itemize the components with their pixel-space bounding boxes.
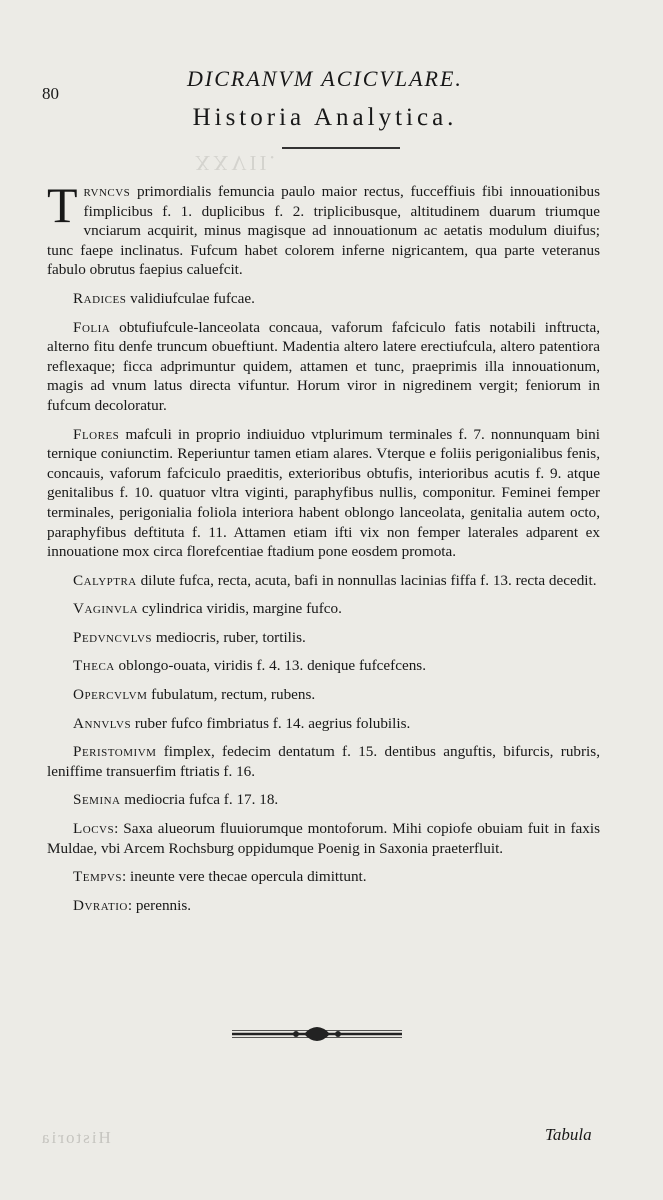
paragraph-duratio [47,896,600,916]
paragraph-folia [47,318,600,416]
paragraph-theca [47,656,600,676]
paragraph-pedunculus [47,628,600,648]
paragraph-text: dilute fufca, recta, acuta, bafi in nonnullas lacinias fiffa f. 13. recta decedit. [136,571,597,589]
title-rule [282,147,400,149]
paragraph-tempus [47,867,600,887]
paragraph-calyptra [47,571,600,591]
paragraph-text: ruber fufco fimbriatus f. 14. aegrius folubilis. [131,714,411,732]
paragraph-semina [47,790,600,810]
paragraph-text: mafculi in proprio indiuiduo vtplurimum terminales f. 7. nonnunquam bini ternique coniunctim. Reperiuntur tamen etiam alares. Vterque e foliis perigonialibus fenis, concauis, vaforum fafciculo praeditis, exterioribus obtufis, interioribus acutis f. 9. atque genitalibus f. 10. quatuor vltra viginti, paraphyfibus nullis, componitur. Feminei femper terminales, perigonialia foliola interiora habent oblongo lanceolata, genitalia autem octo, paraphyfibus deftituta f. 11. Attamen etiam ifti vix non femper laterales adparent ex innouatione mox circa florefcentiae ftadium pone eosdem promota. [47,425,600,561]
paragraph-annulus [47,714,600,734]
paragraph-head: Semina [73,791,121,809]
paragraph-text: obtufiufcule-lanceolata concaua, vaforum fafciculo fatis notabili inftructa, alterno fitu denfe truncum obueftiunt. Madentia altero latere erectiufcula, altero patentiora reflexaque; ficca adprimuntur quidem, attamen et tunc, praeprimis illa innouationum, magis ad vnum latus directa vifuntur. Horum viror in nigredinem vergit; feniorum in fufcum decoloratur. [47,318,600,414]
paragraph-head: Theca [73,657,115,675]
paragraph-text: : ineunte vere thecae opercula dimittunt. [121,868,367,886]
paragraph-vaginula [47,599,600,619]
drop-cap: T [47,177,78,233]
paragraph-head: Dvratio [73,896,128,914]
running-head: DICRANVM ACICVLARE. [187,66,463,91]
paragraph-head: Calyptra [73,571,137,589]
paragraph-head: Opercvlvm [73,686,148,704]
show-through-text: XXVII. [195,151,278,175]
section-title: Historia Analytica. [192,104,458,131]
paragraph-text: fimplex, fedecim dentatum f. 15. dentibus anguftis, bifurcis, rubris, leniffime transuerfim ftriatis f. 16. [47,743,600,780]
paragraph-text: : Saxa alueorum fluuiorumque montoforum. Mihi copiofe obuiam fuit in faxis Muldae, vbi Arcem Rochsburg oppidumque Poenig in Saxonia praeterfluit. [47,820,600,857]
page-number: 80 [42,84,59,103]
paragraph-radices [47,289,600,309]
paragraph-head: Vaginvla [73,600,139,618]
description-body [47,177,600,924]
paragraph-head: rvncvs [83,183,131,200]
paragraph-text: : perennis. [127,896,192,914]
paragraph-text: primordialis femuncia paulo maior rectus, fucceffiuis fibi innouationibus fimplicibus f. 1. duplicibus f. 2. triplicibusque, altitudinem duarum triumque vnciarum acquirit, minus magisque ad innouationum ac aetatis modulum diuifus; tunc faepe inclinatus. Fufcum habet colorem inferne nigricantem, qua parte veteranus fabulo obrutus faepius caluefcit. [47,183,600,279]
paragraph-text: fubulatum, rectum, rubens. [147,686,316,704]
paragraph-locus [47,819,600,858]
paragraph-peristomium [47,742,600,781]
catchword: Tabula [545,1125,592,1144]
show-through-text: Historia [40,1128,111,1147]
paragraph-head: Annvlvs [73,714,132,732]
paragraph-head: Radices [73,289,127,307]
paragraph-head: Flores [73,425,120,443]
paragraph-head: Peristomivm [73,743,157,761]
paragraph-head: Locvs [73,820,115,838]
paragraph-flores [47,425,600,562]
paragraph-head: Pedvncvlvs [73,628,153,646]
paragraph-head: Tempvs [73,868,122,886]
paragraph-text: oblongo-ouata, viridis f. 4. 13. denique fufcefcens. [114,657,426,675]
paragraph-text: validiufculae fufcae. [126,289,255,307]
paragraph-text: mediocria fufca f. 17. 18. [120,791,279,809]
paragraph-truncus [47,177,600,280]
paragraph-operculum [47,685,600,705]
paragraph-head: Folia [73,318,111,336]
paragraph-text: mediocris, ruber, tortilis. [152,628,306,646]
paragraph-text: cylindrica viridis, margine fufco. [138,600,342,618]
ornamental-rule [228,1020,406,1048]
